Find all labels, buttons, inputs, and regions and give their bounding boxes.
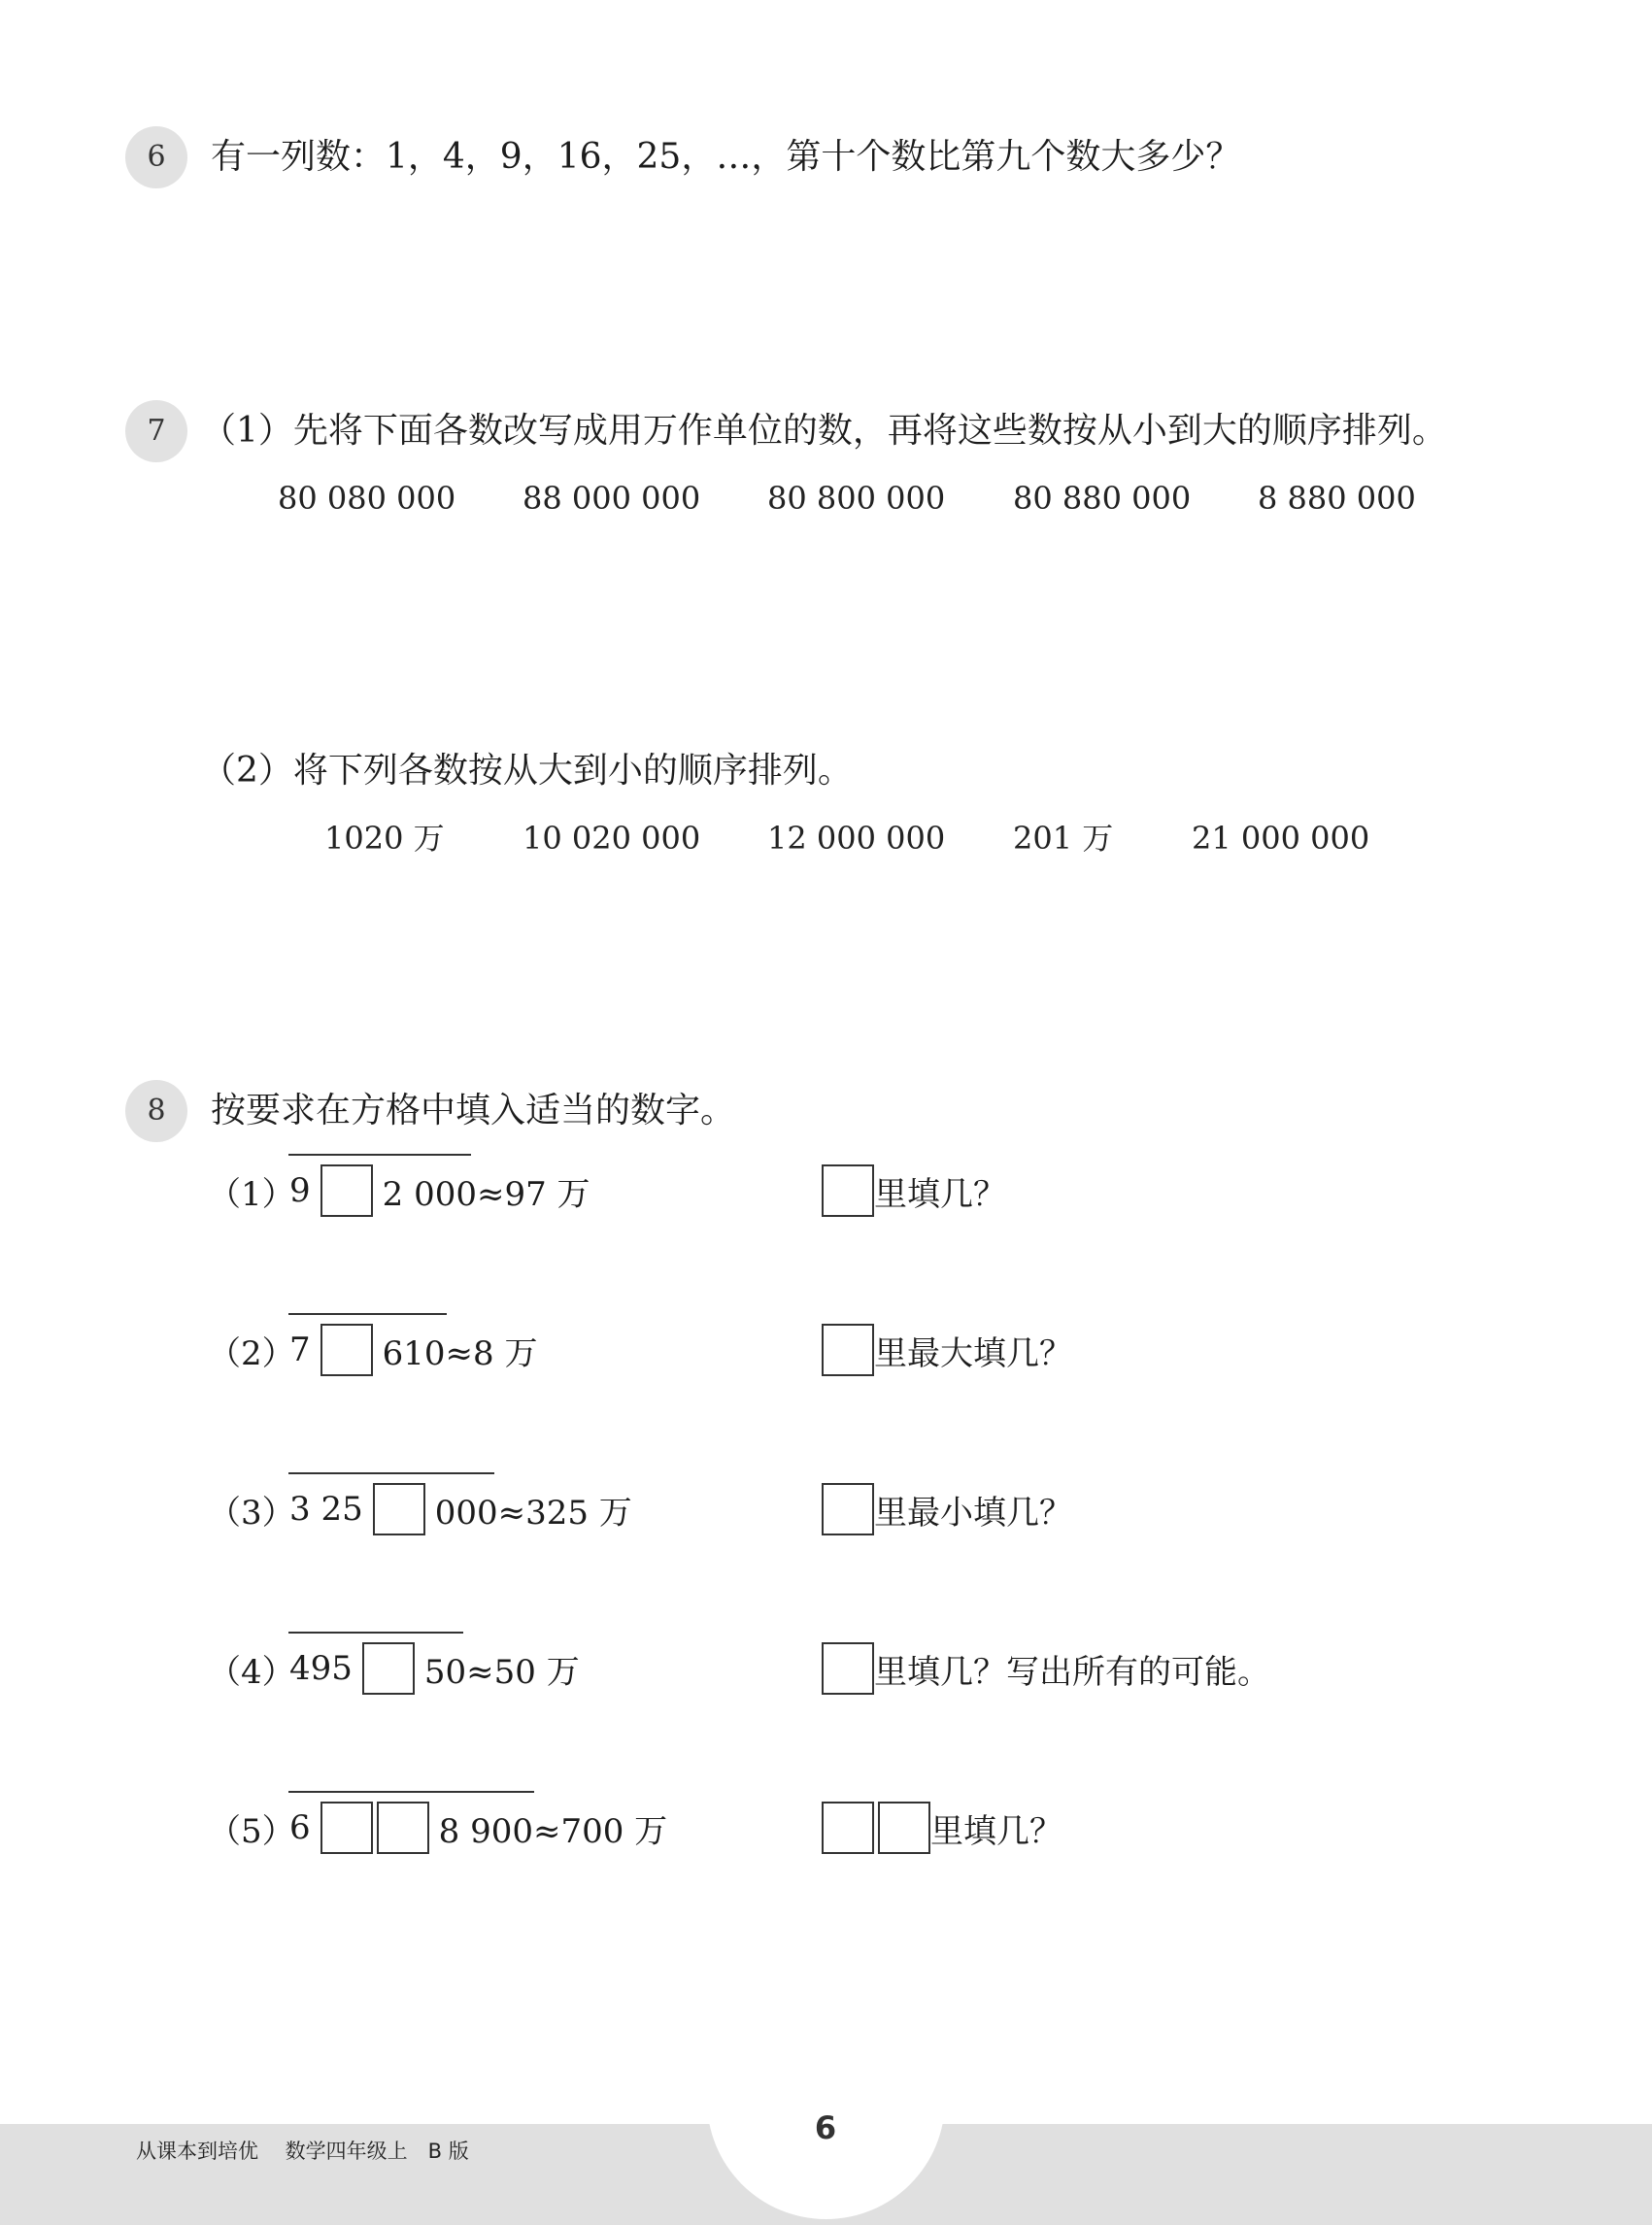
number-before: 6 bbox=[289, 1808, 311, 1847]
fill-box[interactable] bbox=[320, 1324, 373, 1376]
fill-box[interactable] bbox=[373, 1483, 425, 1535]
page-number: 6 bbox=[814, 2109, 837, 2146]
q8-item-1-question bbox=[822, 1162, 1006, 1220]
q8-item-2-question bbox=[822, 1321, 1072, 1379]
q7-part1-number: 80 800 000 bbox=[767, 480, 946, 517]
number-before: 9 bbox=[289, 1171, 311, 1210]
fill-box[interactable] bbox=[320, 1802, 373, 1854]
q7-part1-number: 80 080 000 bbox=[278, 480, 456, 517]
number-before: 495 bbox=[289, 1649, 353, 1688]
q7-part1-number: 88 000 000 bbox=[523, 480, 701, 517]
q7-part1-number: 80 880 000 bbox=[1013, 480, 1192, 517]
number-after: 50≈50 万 bbox=[423, 1652, 580, 1692]
approx-overline bbox=[288, 1632, 463, 1634]
question-7-part2-text: （2）将下列各数按从大到小的顺序排列。 bbox=[201, 751, 853, 791]
fill-box[interactable] bbox=[878, 1802, 930, 1854]
item-label: （1） bbox=[208, 1174, 295, 1214]
fill-box[interactable] bbox=[822, 1802, 874, 1854]
fill-box[interactable] bbox=[822, 1483, 874, 1535]
question-text: 里最大填几？ bbox=[874, 1333, 1072, 1373]
approx-overline bbox=[288, 1313, 447, 1315]
q8-item-4 bbox=[208, 1639, 580, 1698]
q7-part2-number: 10 020 000 bbox=[523, 820, 701, 857]
q8-item-2 bbox=[208, 1321, 537, 1379]
q7-part2-number: 1020 万 bbox=[324, 820, 445, 857]
question-text: 里填几？ bbox=[874, 1174, 1006, 1214]
number-before: 7 bbox=[289, 1331, 311, 1369]
q7-part2-number: 201 万 bbox=[1013, 820, 1114, 857]
page-number-circle bbox=[707, 1981, 945, 2219]
approx-overline bbox=[288, 1791, 534, 1793]
question-number-7: 7 bbox=[125, 400, 187, 462]
fill-box[interactable] bbox=[377, 1802, 429, 1854]
number-after: 8 900≈700 万 bbox=[438, 1811, 668, 1851]
q7-part1-number: 8 880 000 bbox=[1258, 480, 1416, 517]
item-label: （3） bbox=[208, 1493, 295, 1533]
item-label: （5） bbox=[208, 1811, 295, 1851]
number-after: 2 000≈97 万 bbox=[382, 1174, 590, 1214]
question-text: 里填几？写出所有的可能。 bbox=[874, 1652, 1270, 1692]
fill-box[interactable] bbox=[822, 1324, 874, 1376]
question-6-text: 有一列数：1，4，9，16，25，…，第十个数比第九个数大多少？ bbox=[211, 137, 1241, 177]
q8-item-4-question bbox=[822, 1639, 1270, 1698]
q8-item-1 bbox=[208, 1162, 590, 1220]
fill-box[interactable] bbox=[362, 1642, 415, 1695]
question-text: 里填几？ bbox=[930, 1811, 1062, 1851]
approx-overline bbox=[288, 1154, 471, 1156]
question-text: 里最小填几？ bbox=[874, 1493, 1072, 1533]
question-8-text: 按要求在方格中填入适当的数字。 bbox=[211, 1091, 736, 1130]
number-after: 610≈8 万 bbox=[382, 1333, 538, 1373]
q8-item-3-question bbox=[822, 1480, 1072, 1538]
q7-part2-number: 21 000 000 bbox=[1192, 820, 1370, 857]
item-label: （4） bbox=[208, 1652, 295, 1692]
fill-box[interactable] bbox=[320, 1164, 373, 1217]
question-number-6: 6 bbox=[125, 126, 187, 188]
q8-item-5-question bbox=[822, 1799, 1062, 1857]
fill-box[interactable] bbox=[822, 1642, 874, 1695]
book-title: 从课本到培优 数学四年级上 B 版 bbox=[136, 2140, 469, 2163]
number-after: 000≈325 万 bbox=[434, 1493, 632, 1533]
fill-box[interactable] bbox=[822, 1164, 874, 1217]
question-number-8: 8 bbox=[125, 1080, 187, 1142]
number-before: 3 25 bbox=[289, 1490, 363, 1529]
q8-item-5 bbox=[208, 1799, 667, 1857]
question-7-part1-text: （1）先将下面各数改写成用万作单位的数，再将这些数按从小到大的顺序排列。 bbox=[201, 411, 1447, 451]
q7-part2-number: 12 000 000 bbox=[767, 820, 946, 857]
item-label: （2） bbox=[208, 1333, 295, 1373]
q8-item-3 bbox=[208, 1480, 632, 1538]
approx-overline bbox=[288, 1472, 494, 1474]
